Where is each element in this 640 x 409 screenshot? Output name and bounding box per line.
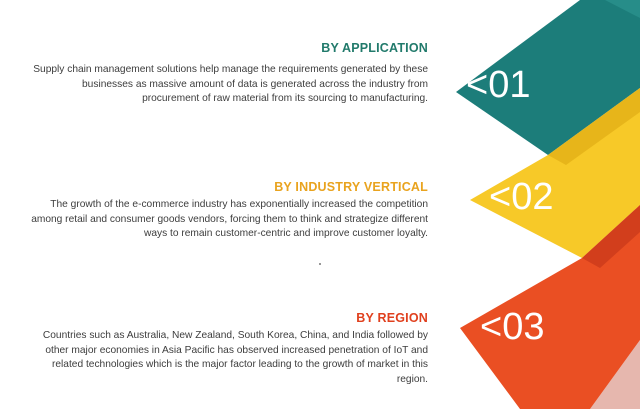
section-heading-industry-vertical: BY INDUSTRY VERTICAL (274, 180, 428, 194)
section-number-01: <01 (466, 64, 531, 106)
section-description-industry-vertical: The growth of the e-commerce industry has exponentially increased the competition among retail and consumer goods vendors, forcing them to think and strategize different ways to remain customer-centric and improve customer loyalty. (31, 199, 428, 240)
section-description-application: Supply chain management solutions help manage the requirements generated by these businesses as massive amount of data is generated across the industry from procurement of raw material from its sourcing to manufacturing. (33, 64, 428, 105)
section-number-02: <02 (489, 176, 554, 218)
section-number-03: <03 (480, 306, 545, 348)
section-heading-region: BY REGION (356, 311, 428, 325)
separator-dot (319, 263, 321, 265)
section-heading-application: BY APPLICATION (321, 41, 428, 55)
section-description-region: Countries such as Australia, New Zealand, South Korea, China, and India followed by other major economies in Asia Pacific has observed increased penetration of IoT and related technologies which is the major factor leading to the growth of market in this region. (42, 330, 428, 385)
